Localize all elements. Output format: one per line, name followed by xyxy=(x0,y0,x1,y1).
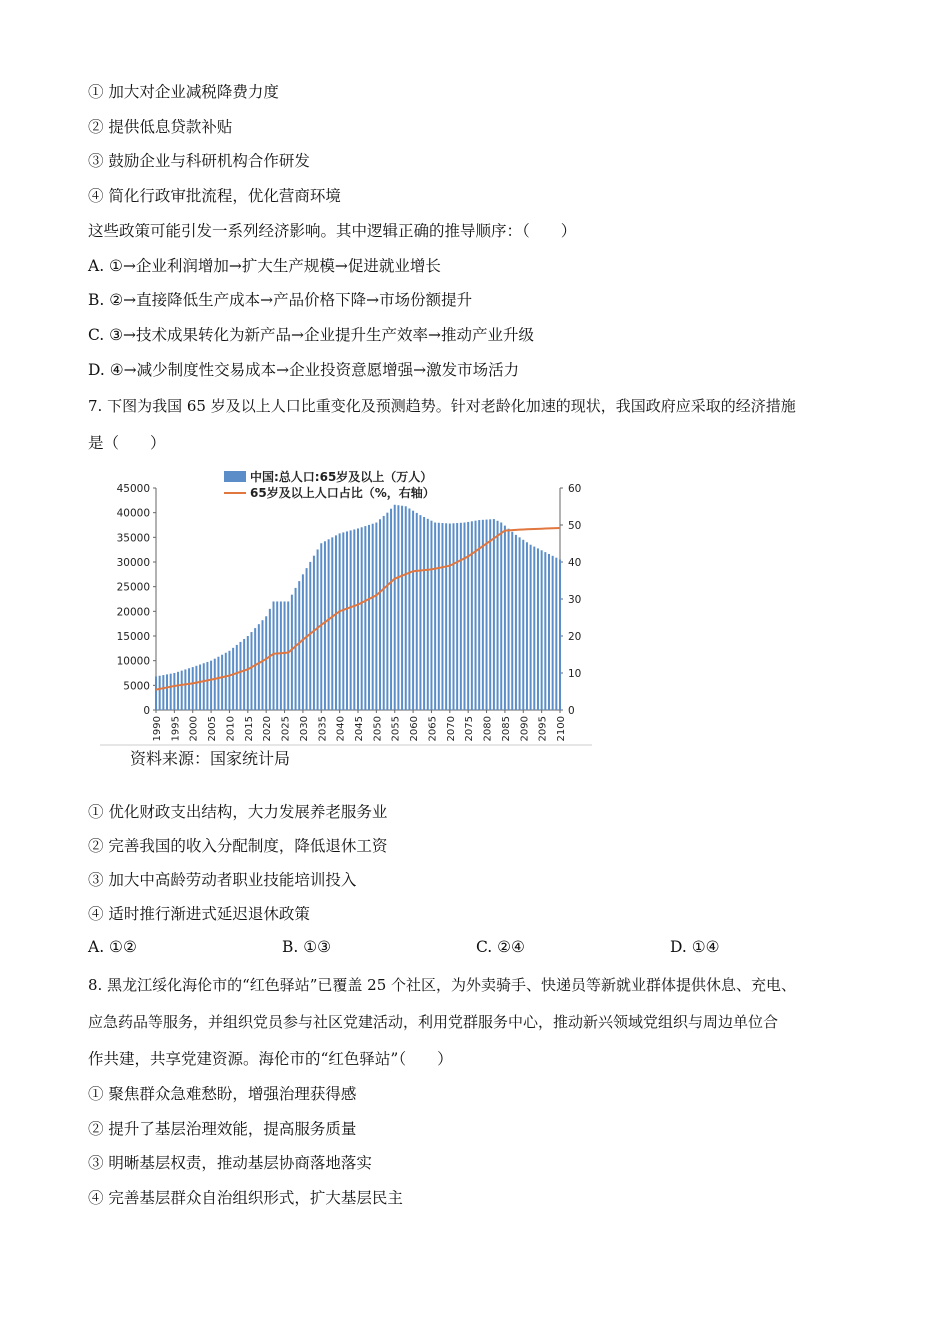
population-bar xyxy=(265,616,267,710)
population-bar xyxy=(364,526,366,710)
y-left-tick-label: 35000 xyxy=(116,532,150,545)
population-bar xyxy=(434,523,436,710)
q6-choice-a: A. ①→企业利润增加→扩大生产规模→促进就业增长 xyxy=(88,257,441,275)
q7-statement-2: ② 完善我国的收入分配制度，降低退休工资 xyxy=(88,837,388,855)
population-bar xyxy=(210,661,212,710)
q8-stem-line3: 作共建，共享党建资源。海伦市的“红色驿站”（ ） xyxy=(88,1050,453,1068)
q6-statement-4: ④ 简化行政审批流程，优化营商环境 xyxy=(88,187,341,205)
y-left-tick-label: 15000 xyxy=(116,631,150,643)
population-bar xyxy=(408,508,410,710)
chart-legend xyxy=(224,469,435,500)
q7-choice-a: A. ①② xyxy=(88,938,137,956)
q6-choice-c: C. ③→技术成果转化为新产品→企业提升生产效率→推动产业升级 xyxy=(88,326,535,344)
population-bar xyxy=(383,516,385,710)
population-bar xyxy=(460,523,462,710)
y-right-tick-label: 20 xyxy=(568,631,582,643)
x-tick-label: 2050 xyxy=(372,716,384,742)
y-right-tick-label: 60 xyxy=(568,483,582,495)
x-tick-label: 2065 xyxy=(427,716,439,742)
population-bar xyxy=(273,601,275,710)
population-bar xyxy=(427,519,429,710)
population-bar xyxy=(379,519,381,710)
population-bar xyxy=(258,624,260,710)
population-bar xyxy=(188,668,190,710)
population-bar xyxy=(394,505,396,710)
population-bar xyxy=(243,639,245,710)
x-tick-label: 1995 xyxy=(170,716,182,742)
q6-choice-b: B. ②→直接降低生产成本→产品价格下降→市场份额提升 xyxy=(88,291,473,309)
population-bar xyxy=(412,511,414,710)
population-chart xyxy=(100,462,600,747)
legend-bar-swatch xyxy=(224,471,246,482)
population-bar xyxy=(552,556,554,710)
population-bar xyxy=(331,537,333,710)
y-left-tick-label: 0 xyxy=(143,705,150,717)
population-bar xyxy=(162,675,164,710)
population-bar xyxy=(559,560,561,710)
population-bar xyxy=(475,521,477,710)
x-tick-label: 2100 xyxy=(556,716,567,742)
population-bar xyxy=(350,530,352,710)
population-bar xyxy=(291,595,293,710)
population-bar xyxy=(225,653,227,710)
q7-choices xyxy=(88,938,848,960)
q7-choice-b: B. ①③ xyxy=(282,938,332,956)
population-bar xyxy=(530,545,532,710)
y-left-tick-label: 40000 xyxy=(116,507,150,520)
population-bar xyxy=(335,535,337,710)
legend-line-label: 65岁及以上人口占比（%，右轴） xyxy=(250,486,435,500)
y-right-tick-label: 50 xyxy=(568,520,582,532)
population-bar xyxy=(203,663,205,710)
x-tick-label: 2035 xyxy=(317,716,329,742)
q8-stem-line2: 应急药品等服务，并组织党员参与社区党建活动，利用党群服务中心，推动新兴领域党组织与周边单位合 xyxy=(88,1013,779,1031)
population-bar xyxy=(250,632,252,710)
q8-statement-1: ① 聚焦群众急难愁盼，增强治理获得感 xyxy=(88,1085,357,1103)
population-bar xyxy=(471,521,473,710)
x-tick-label: 2090 xyxy=(519,716,531,742)
y-left-tick-label: 25000 xyxy=(116,581,150,594)
population-bar xyxy=(284,601,286,710)
population-bar xyxy=(401,506,403,710)
population-bar xyxy=(181,671,183,710)
y-right-tick-label: 0 xyxy=(568,705,575,717)
population-bar xyxy=(541,550,543,710)
population-bar xyxy=(555,558,557,710)
population-bar xyxy=(456,523,458,710)
y-right-tick-label: 30 xyxy=(568,594,582,606)
population-bar xyxy=(445,523,447,710)
population-bar xyxy=(324,541,326,710)
population-bar xyxy=(232,648,234,710)
population-bar xyxy=(353,529,355,710)
y-left-tick-label: 45000 xyxy=(116,483,150,495)
population-bar xyxy=(276,601,278,710)
x-tick-label: 2005 xyxy=(207,716,219,742)
legend-bar-label: 中国:总人口:65岁及以上（万人） xyxy=(250,470,433,484)
population-bar xyxy=(199,665,201,710)
population-bar xyxy=(548,554,550,710)
q7-statement-4: ④ 适时推行渐进式延迟退休政策 xyxy=(88,905,310,923)
population-bar xyxy=(419,515,421,710)
x-tick-label: 2095 xyxy=(537,716,549,742)
population-bar xyxy=(441,523,443,710)
population-bar xyxy=(166,674,168,710)
q6-stem: 这些政策可能引发一系列经济影响。其中逻辑正确的推导顺序：（ ） xyxy=(88,222,577,240)
population-bar xyxy=(206,662,208,710)
population-bar xyxy=(452,523,454,710)
population-bar xyxy=(515,535,517,710)
population-bar xyxy=(159,676,161,710)
population-bar xyxy=(298,581,300,710)
population-bar xyxy=(339,533,341,710)
x-tick-label: 2045 xyxy=(354,716,365,742)
population-bar xyxy=(302,574,304,710)
x-tick-label: 2070 xyxy=(445,716,457,742)
population-bar xyxy=(170,674,172,710)
population-bar xyxy=(390,509,392,710)
population-bar xyxy=(482,520,484,710)
q7-choice-d: D. ①④ xyxy=(670,938,720,956)
population-bar xyxy=(533,547,535,710)
y-left-tick-label: 20000 xyxy=(116,606,150,619)
population-bar xyxy=(405,506,407,710)
population-bar xyxy=(493,519,495,710)
x-tick-label: 2085 xyxy=(500,716,512,742)
population-bar xyxy=(254,628,256,710)
q8-statement-4: ④ 完善基层群众自治组织形式，扩大基层民主 xyxy=(88,1189,403,1207)
population-bar xyxy=(397,505,399,710)
population-bar xyxy=(489,519,491,710)
x-tick-label: 2000 xyxy=(188,716,200,742)
population-bar xyxy=(239,642,241,710)
population-bar xyxy=(317,549,319,710)
population-bar xyxy=(386,513,388,710)
population-bar xyxy=(228,651,230,710)
y-right-tick-label: 40 xyxy=(568,557,582,569)
population-bar xyxy=(221,655,223,710)
y-right-tick-label: 10 xyxy=(568,668,582,680)
population-bar xyxy=(519,537,521,710)
population-bar xyxy=(526,542,528,710)
population-bar xyxy=(280,601,282,710)
population-bar xyxy=(236,645,238,710)
population-bar xyxy=(173,673,175,710)
population-bar xyxy=(500,523,502,710)
population-bar xyxy=(361,527,363,710)
q6-statement-2: ② 提供低息贷款补贴 xyxy=(88,118,233,136)
q7-choice-c: C. ②④ xyxy=(476,938,525,956)
q7-statement-1: ① 优化财政支出结构，大力发展养老服务业 xyxy=(88,803,388,821)
population-bar xyxy=(306,568,308,710)
q8-statement-2: ② 提升了基层治理效能，提高服务质量 xyxy=(88,1120,357,1138)
population-bar xyxy=(342,532,344,710)
population-bar xyxy=(372,524,374,710)
population-bar xyxy=(449,524,451,710)
x-tick-label: 2055 xyxy=(390,716,402,742)
population-bar xyxy=(247,636,249,710)
x-tick-label: 2040 xyxy=(335,716,347,742)
x-tick-label: 2030 xyxy=(298,716,310,742)
population-bar xyxy=(357,528,359,710)
population-bar xyxy=(214,659,216,710)
population-bar xyxy=(192,667,194,710)
population-bar xyxy=(328,539,330,710)
population-bar xyxy=(464,523,466,710)
y-left-tick-label: 5000 xyxy=(123,680,150,693)
population-bar xyxy=(486,520,488,710)
population-bar xyxy=(313,556,315,710)
population-bar xyxy=(184,669,186,710)
population-bar xyxy=(508,529,510,710)
population-bar xyxy=(416,513,418,710)
population-bar xyxy=(368,525,370,710)
x-tick-label: 2015 xyxy=(243,716,255,742)
population-bar xyxy=(217,657,219,710)
x-tick-label: 2025 xyxy=(280,716,292,742)
y-left-tick-label: 10000 xyxy=(116,655,150,668)
chart-plot xyxy=(117,483,582,741)
q8-statement-3: ③ 明晰基层权责，推动基层协商落地落实 xyxy=(88,1154,372,1172)
population-bar xyxy=(287,601,289,710)
q7-statement-3: ③ 加大中高龄劳动者职业技能培训投入 xyxy=(88,871,357,889)
population-bar xyxy=(430,521,432,710)
x-tick-label: 2010 xyxy=(225,716,237,742)
population-bar xyxy=(504,526,506,710)
population-bar xyxy=(262,620,264,710)
q7-stem-line2: 是（ ） xyxy=(88,434,166,452)
population-bar xyxy=(155,676,157,710)
population-bar xyxy=(295,588,297,710)
population-bar xyxy=(346,531,348,710)
population-bar xyxy=(497,521,499,710)
population-bar xyxy=(544,552,546,710)
q6-statement-3: ③ 鼓励企业与科研机构合作研发 xyxy=(88,152,310,170)
x-tick-label: 2080 xyxy=(482,716,494,742)
population-bar xyxy=(375,523,377,710)
population-bar xyxy=(522,540,524,710)
q6-choice-d: D. ④→减少制度性交易成本→企业投资意愿增强→激发市场活力 xyxy=(88,361,520,379)
population-bar xyxy=(438,523,440,710)
x-tick-label: 2075 xyxy=(464,716,476,742)
x-tick-label: 2060 xyxy=(409,716,421,742)
population-bar xyxy=(309,562,311,710)
population-bar xyxy=(511,532,513,710)
population-bar xyxy=(467,522,469,710)
population-bar xyxy=(195,666,197,710)
x-tick-label: 2020 xyxy=(262,716,274,742)
q6-statement-1: ① 加大对企业减税降费力度 xyxy=(88,83,279,101)
population-bar xyxy=(423,517,425,710)
q7-stem-line1: 7. 下图为我国 65 岁及以上人口比重变化及预测趋势。针对老龄化加速的现状，我国政府应采取的经济措施 xyxy=(88,397,796,415)
population-bar xyxy=(537,548,539,710)
y-left-tick-label: 30000 xyxy=(116,557,150,569)
x-tick-label: 1990 xyxy=(152,716,163,742)
population-bar xyxy=(269,609,271,710)
population-bar xyxy=(177,672,179,710)
chart-source: 资料来源：国家统计局 xyxy=(130,749,291,768)
q8-stem-line1: 8. 黑龙江绥化海伦市的“红色驿站”已覆盖 25 个社区，为外卖骑手、快递员等新就业群体提供休息、充电、 xyxy=(88,976,797,994)
